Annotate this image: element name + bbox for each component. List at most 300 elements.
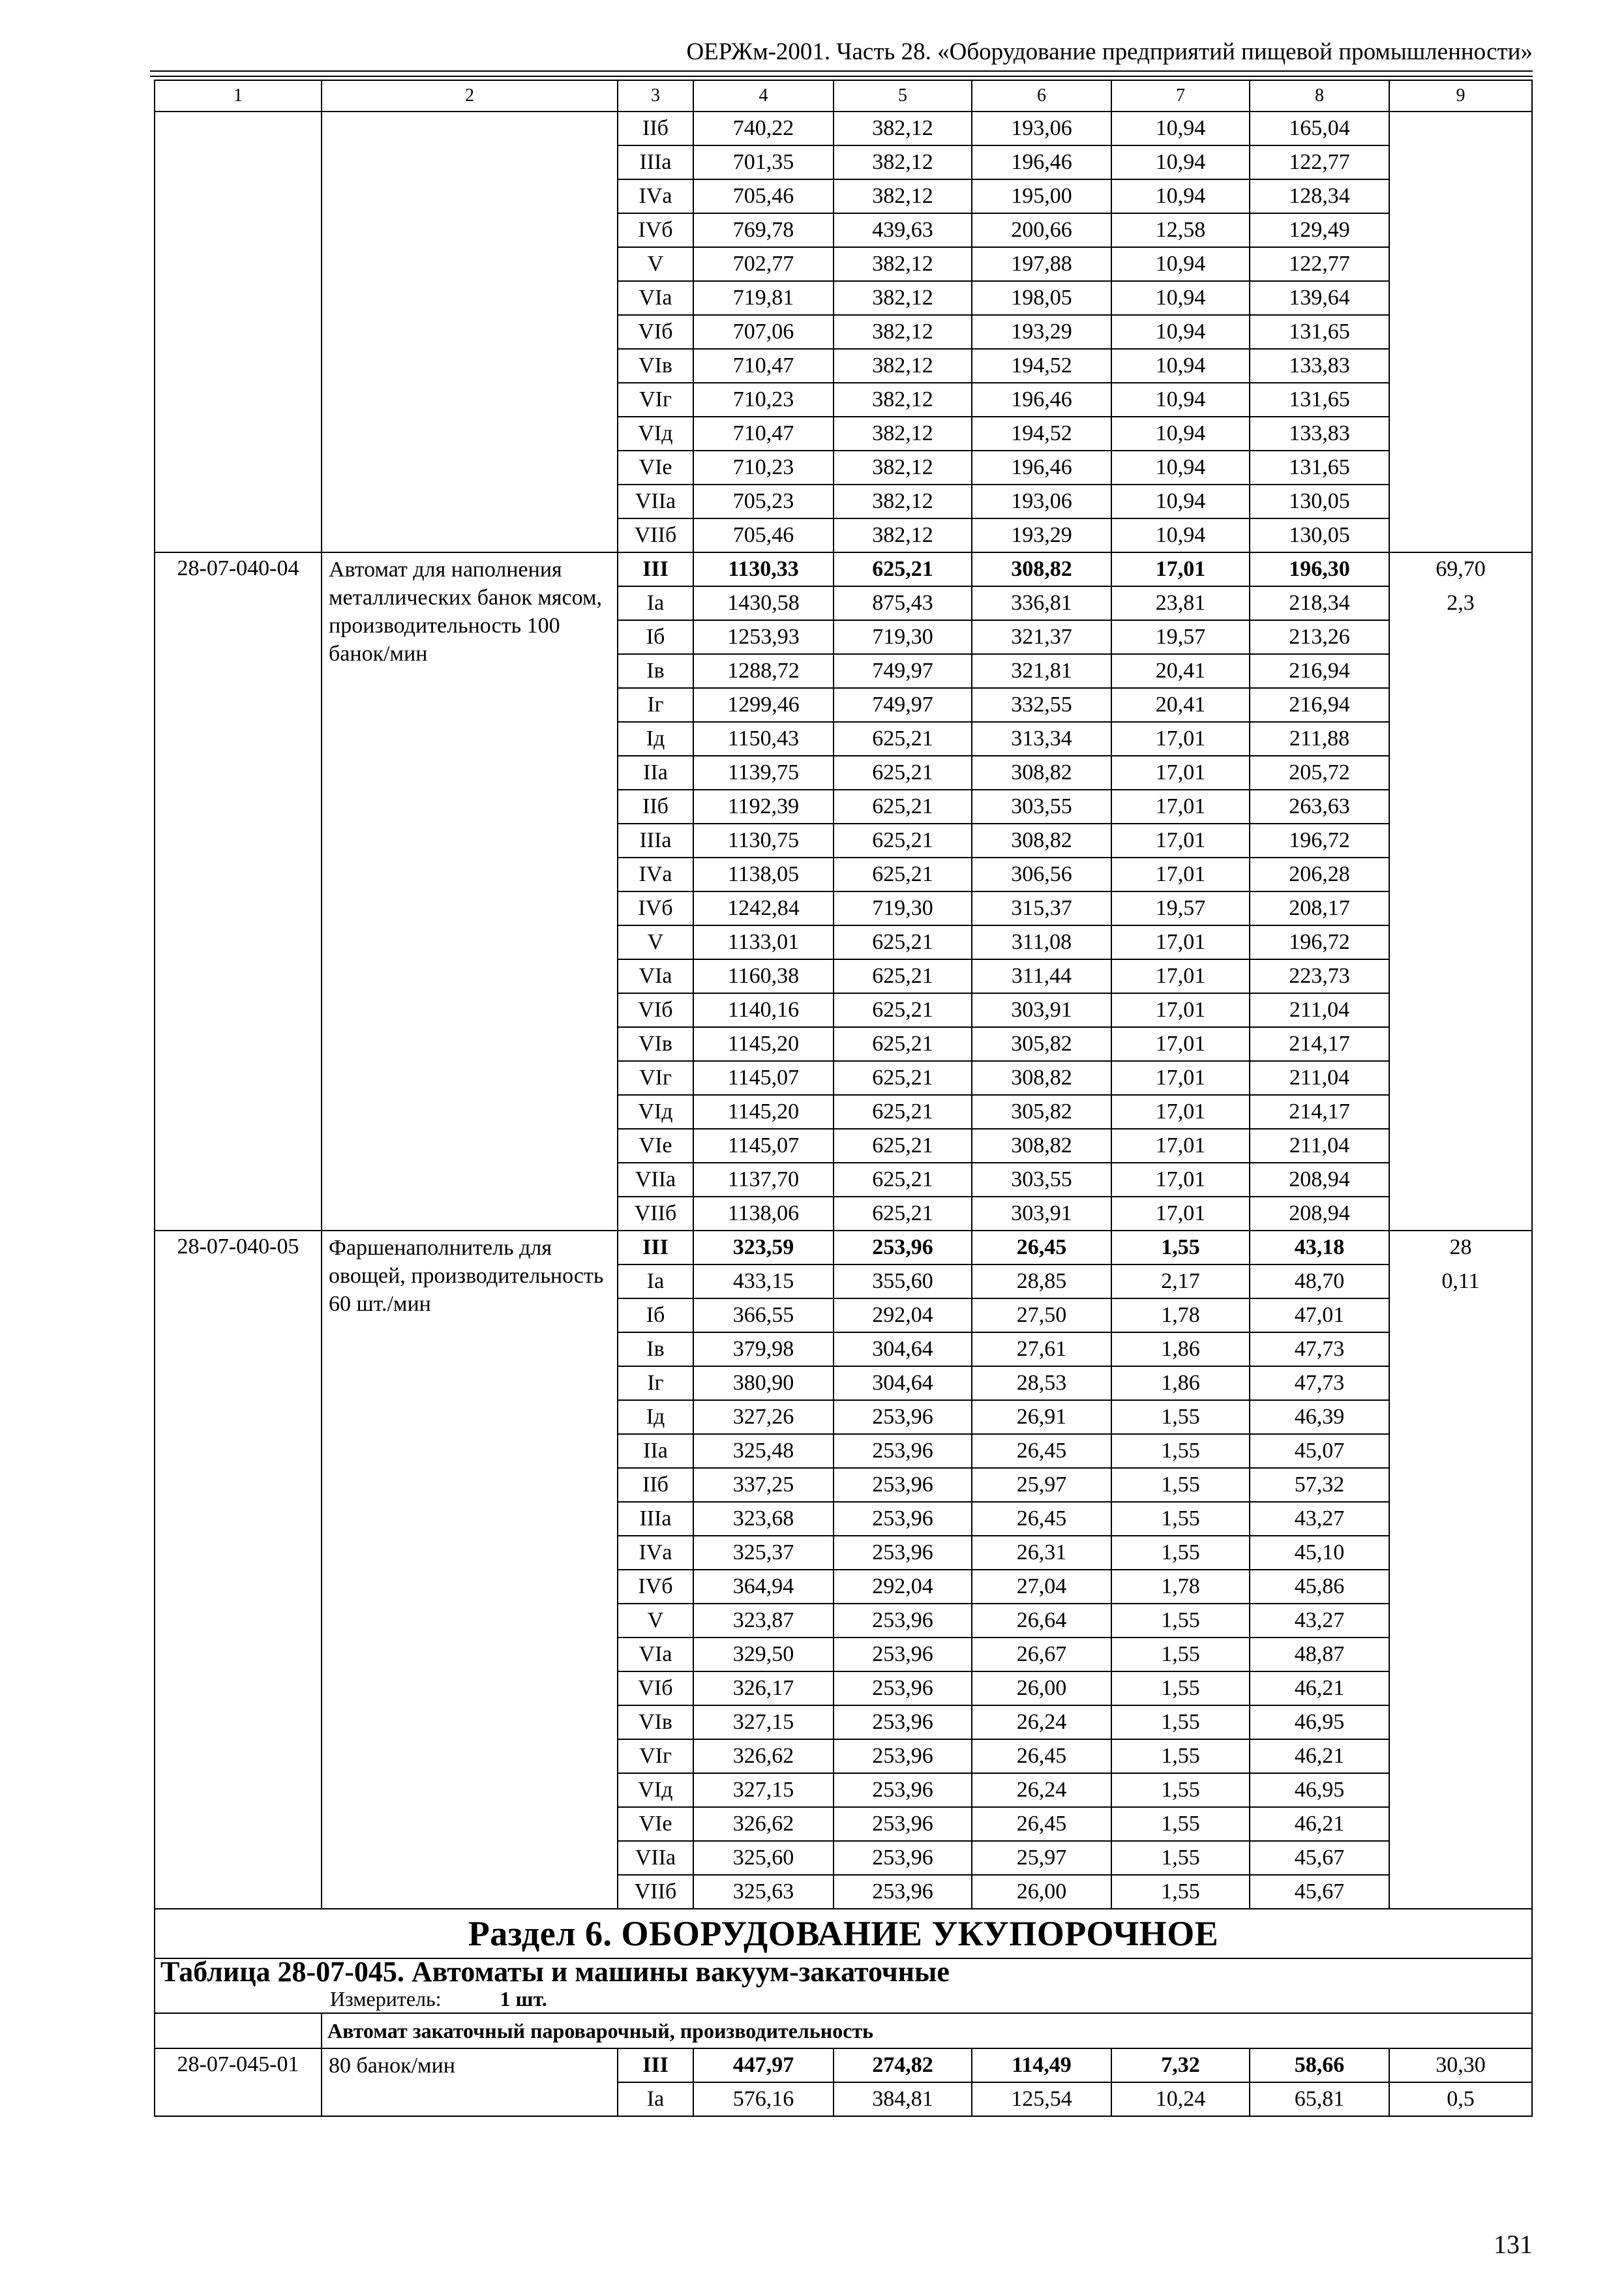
value-cell: 325,63: [693, 1875, 834, 1909]
value-cell: 625,21: [834, 1197, 972, 1231]
value-cell: 10,94: [1111, 349, 1250, 383]
value-cell: 705,46: [693, 179, 834, 213]
group-title-row: [155, 2013, 1532, 2048]
value-cell: 46,21: [1250, 1807, 1389, 1841]
value-cell: 253,96: [834, 1875, 972, 1909]
section-row: [155, 1909, 1532, 1958]
value-cell: 625,21: [834, 1163, 972, 1197]
value-cell: 253,96: [834, 1604, 972, 1638]
value-cell: 1,55: [1111, 1604, 1250, 1638]
value-cell: 304,64: [834, 1332, 972, 1366]
value-cell: 17,01: [1111, 1027, 1250, 1061]
value-cell: 1,55: [1111, 1536, 1250, 1570]
value-cell: 128,34: [1250, 179, 1389, 213]
value-cell: 875,43: [834, 586, 972, 620]
zone-cell: VIIб: [618, 1875, 693, 1909]
value-cell: 194,52: [972, 417, 1111, 451]
zone-cell: VIг: [618, 1739, 693, 1773]
zone-cell: IVа: [618, 179, 693, 213]
value-cell: 705,46: [693, 518, 834, 552]
value-cell: 1,55: [1111, 1739, 1250, 1773]
value-cell: 576,16: [693, 2082, 834, 2116]
value-cell: 253,96: [834, 1638, 972, 1671]
code-cell: 28-07-045-01: [155, 2048, 322, 2116]
zone-cell: III: [618, 552, 693, 586]
value-cell: 10,94: [1111, 451, 1250, 485]
table-title-cell: [155, 1958, 1532, 2013]
column9-value: 28: [1449, 1235, 1472, 1259]
value-cell: 625,21: [834, 1129, 972, 1163]
value-cell: 1,55: [1111, 1400, 1250, 1434]
value-cell: 10,94: [1111, 383, 1250, 417]
value-cell: 253,96: [834, 1841, 972, 1875]
unit-value: 1 шт.: [500, 1987, 547, 2011]
value-cell: 719,30: [834, 620, 972, 654]
value-cell: 26,00: [972, 1671, 1111, 1705]
value-cell: 125,54: [972, 2082, 1111, 2116]
value-cell: 1,86: [1111, 1332, 1250, 1366]
value-cell: 382,12: [834, 417, 972, 451]
zone-cell: VIв: [618, 349, 693, 383]
value-cell: 2,17: [1111, 1264, 1250, 1298]
value-cell: 1137,70: [693, 1163, 834, 1197]
running-header: ОЕРЖм-2001. Часть 28. «Оборудование предприятий пищевой промышленности»: [686, 38, 1533, 65]
zone-cell: IIб: [618, 112, 693, 145]
value-cell: 10,24: [1111, 2082, 1250, 2116]
value-cell: 1145,20: [693, 1027, 834, 1061]
value-cell: 17,01: [1111, 552, 1250, 586]
value-cell: 17,01: [1111, 1129, 1250, 1163]
value-cell: 379,98: [693, 1332, 834, 1366]
value-cell: 26,45: [972, 1739, 1111, 1773]
value-cell: 439,63: [834, 213, 972, 247]
zone-cell: IVб: [618, 213, 693, 247]
value-cell: 211,88: [1250, 722, 1389, 756]
value-cell: 303,91: [972, 1197, 1111, 1231]
value-cell: 19,57: [1111, 620, 1250, 654]
value-cell: 313,34: [972, 722, 1111, 756]
value-cell: 20,41: [1111, 654, 1250, 688]
value-cell: 46,39: [1250, 1400, 1389, 1434]
value-cell: 311,08: [972, 925, 1111, 959]
value-cell: 129,49: [1250, 213, 1389, 247]
column9-cell: [1389, 1231, 1532, 1909]
value-cell: 10,94: [1111, 112, 1250, 145]
unit-label: Измеритель:: [330, 1987, 442, 2011]
value-cell: 28,53: [972, 1366, 1111, 1400]
value-cell: 208,94: [1250, 1163, 1389, 1197]
value-cell: 131,65: [1250, 451, 1389, 485]
value-cell: 749,97: [834, 654, 972, 688]
value-cell: 1130,75: [693, 824, 834, 858]
value-cell: 45,07: [1250, 1434, 1389, 1468]
unit-line: [160, 1985, 1531, 2012]
value-cell: 305,82: [972, 1027, 1111, 1061]
value-cell: 1139,75: [693, 756, 834, 790]
column-header-row: [155, 80, 1532, 112]
value-cell: 26,24: [972, 1705, 1111, 1739]
value-cell: 325,48: [693, 1434, 834, 1468]
value-cell: 329,50: [693, 1638, 834, 1671]
value-cell: 433,15: [693, 1264, 834, 1298]
value-cell: 17,01: [1111, 824, 1250, 858]
value-cell: 382,12: [834, 349, 972, 383]
zone-cell: Iб: [618, 620, 693, 654]
value-cell: 46,95: [1250, 1705, 1389, 1739]
value-cell: 1299,46: [693, 688, 834, 722]
value-cell: 382,12: [834, 383, 972, 417]
value-cell: 625,21: [834, 925, 972, 959]
value-cell: 17,01: [1111, 925, 1250, 959]
value-cell: 1,55: [1111, 1807, 1250, 1841]
value-cell: 130,05: [1250, 485, 1389, 518]
zone-cell: IVб: [618, 891, 693, 925]
value-cell: 45,86: [1250, 1570, 1389, 1604]
value-cell: 292,04: [834, 1570, 972, 1604]
value-cell: 10,94: [1111, 247, 1250, 281]
value-cell: 193,06: [972, 485, 1111, 518]
value-cell: 253,96: [834, 1705, 972, 1739]
value-cell: 705,23: [693, 485, 834, 518]
table-row: [155, 112, 1532, 145]
value-cell: 253,96: [834, 1434, 972, 1468]
column9-value: 0,5: [1389, 2082, 1532, 2116]
value-cell: 214,17: [1250, 1095, 1389, 1129]
zone-cell: Iа: [618, 1264, 693, 1298]
zone-cell: VIг: [618, 1061, 693, 1095]
value-cell: 211,04: [1250, 993, 1389, 1027]
column-header: 2: [322, 80, 618, 112]
value-cell: 27,61: [972, 1332, 1111, 1366]
value-cell: 1,55: [1111, 1773, 1250, 1807]
value-cell: 122,77: [1250, 247, 1389, 281]
zone-cell: IIа: [618, 1434, 693, 1468]
name-cell: Автомат для наполнения металлических банок мясом, производительность 100 банок/мин: [322, 552, 618, 1231]
value-cell: 1288,72: [693, 654, 834, 688]
value-cell: 10,94: [1111, 281, 1250, 315]
value-cell: 1138,05: [693, 858, 834, 891]
value-cell: 382,12: [834, 247, 972, 281]
value-cell: 205,72: [1250, 756, 1389, 790]
value-cell: 58,66: [1250, 2048, 1389, 2082]
value-cell: 311,44: [972, 959, 1111, 993]
value-cell: 45,10: [1250, 1536, 1389, 1570]
zone-cell: VIIб: [618, 518, 693, 552]
zone-cell: VIа: [618, 959, 693, 993]
value-cell: 337,25: [693, 1468, 834, 1502]
value-cell: 306,56: [972, 858, 1111, 891]
name-cell: 80 банок/мин: [322, 2048, 618, 2116]
value-cell: 46,21: [1250, 1671, 1389, 1705]
value-cell: 326,17: [693, 1671, 834, 1705]
value-cell: 308,82: [972, 552, 1111, 586]
value-cell: 1242,84: [693, 891, 834, 925]
value-cell: 710,47: [693, 349, 834, 383]
value-cell: 303,91: [972, 993, 1111, 1027]
value-cell: 193,29: [972, 315, 1111, 349]
zone-cell: III: [618, 2048, 693, 2082]
value-cell: 208,94: [1250, 1197, 1389, 1231]
value-cell: 196,46: [972, 145, 1111, 179]
value-cell: 10,94: [1111, 315, 1250, 349]
value-cell: 707,06: [693, 315, 834, 349]
value-cell: 253,96: [834, 1807, 972, 1841]
value-cell: 719,81: [693, 281, 834, 315]
code-cell: [155, 112, 322, 552]
column-header: 1: [155, 80, 322, 112]
value-cell: 208,17: [1250, 891, 1389, 925]
value-cell: 625,21: [834, 824, 972, 858]
value-cell: 382,12: [834, 179, 972, 213]
value-cell: 1,55: [1111, 1705, 1250, 1739]
zone-cell: Iд: [618, 722, 693, 756]
zone-cell: IVа: [618, 1536, 693, 1570]
code-cell: 28-07-040-05: [155, 1231, 322, 1909]
value-cell: 253,96: [834, 1502, 972, 1536]
zone-cell: IIб: [618, 1468, 693, 1502]
value-cell: 380,90: [693, 1366, 834, 1400]
value-cell: 122,77: [1250, 145, 1389, 179]
zone-cell: IIа: [618, 756, 693, 790]
value-cell: 1,55: [1111, 1638, 1250, 1671]
value-cell: 196,30: [1250, 552, 1389, 586]
value-cell: 10,94: [1111, 179, 1250, 213]
group-title: Автомат закаточный пароварочный, производительность: [322, 2013, 1532, 2048]
value-cell: 216,94: [1250, 654, 1389, 688]
value-cell: 26,31: [972, 1536, 1111, 1570]
value-cell: 355,60: [834, 1264, 972, 1298]
value-cell: 308,82: [972, 1129, 1111, 1163]
value-cell: 194,52: [972, 349, 1111, 383]
column-header: 6: [972, 80, 1111, 112]
value-cell: 216,94: [1250, 688, 1389, 722]
value-cell: 1253,93: [693, 620, 834, 654]
value-cell: 274,82: [834, 2048, 972, 2082]
value-cell: 327,15: [693, 1773, 834, 1807]
zone-cell: VIб: [618, 315, 693, 349]
column9-cell: [1389, 112, 1532, 552]
value-cell: 43,18: [1250, 1231, 1389, 1264]
column9-value: 69,70: [1436, 557, 1486, 581]
zone-cell: Iг: [618, 688, 693, 722]
value-cell: 749,97: [834, 688, 972, 722]
value-cell: 253,96: [834, 1231, 972, 1264]
value-cell: 1138,06: [693, 1197, 834, 1231]
value-cell: 133,83: [1250, 349, 1389, 383]
value-cell: 321,81: [972, 654, 1111, 688]
value-cell: 366,55: [693, 1298, 834, 1332]
value-cell: 1192,39: [693, 790, 834, 824]
value-cell: 1145,20: [693, 1095, 834, 1129]
value-cell: 25,97: [972, 1841, 1111, 1875]
value-cell: 193,29: [972, 518, 1111, 552]
value-cell: 26,45: [972, 1807, 1111, 1841]
value-cell: 28,85: [972, 1264, 1111, 1298]
value-cell: 327,15: [693, 1705, 834, 1739]
value-cell: 1133,01: [693, 925, 834, 959]
value-cell: 197,88: [972, 247, 1111, 281]
value-cell: 47,73: [1250, 1366, 1389, 1400]
value-cell: 1,86: [1111, 1366, 1250, 1400]
value-cell: 253,96: [834, 1536, 972, 1570]
zone-cell: VIг: [618, 383, 693, 417]
value-cell: 382,12: [834, 518, 972, 552]
section-title: Раздел 6. ОБОРУДОВАНИЕ УКУПОРОЧНОЕ: [155, 1909, 1532, 1958]
value-cell: 382,12: [834, 112, 972, 145]
value-cell: 1160,38: [693, 959, 834, 993]
value-cell: 17,01: [1111, 1061, 1250, 1095]
value-cell: 206,28: [1250, 858, 1389, 891]
value-cell: 48,87: [1250, 1638, 1389, 1671]
value-cell: 139,64: [1250, 281, 1389, 315]
value-cell: 701,35: [693, 145, 834, 179]
value-cell: 769,78: [693, 213, 834, 247]
value-cell: 45,67: [1250, 1875, 1389, 1909]
table-title-row: [155, 1958, 1532, 2013]
zone-cell: VIв: [618, 1027, 693, 1061]
value-cell: 1130,33: [693, 552, 834, 586]
value-cell: 625,21: [834, 993, 972, 1027]
value-cell: 26,45: [972, 1502, 1111, 1536]
value-cell: 304,64: [834, 1366, 972, 1400]
zone-cell: VIе: [618, 451, 693, 485]
value-cell: 46,95: [1250, 1773, 1389, 1807]
empty-cell: [155, 2013, 322, 2048]
value-cell: 17,01: [1111, 790, 1250, 824]
zone-cell: VIд: [618, 1095, 693, 1129]
value-cell: 218,34: [1250, 586, 1389, 620]
value-cell: 27,50: [972, 1298, 1111, 1332]
column9-value: 0,11: [1441, 1269, 1480, 1293]
value-cell: 65,81: [1250, 2082, 1389, 2116]
column-header: 4: [693, 80, 834, 112]
zone-cell: VIIб: [618, 1197, 693, 1231]
value-cell: 10,94: [1111, 518, 1250, 552]
value-cell: 1145,07: [693, 1129, 834, 1163]
value-cell: 625,21: [834, 1095, 972, 1129]
value-cell: 1,78: [1111, 1298, 1250, 1332]
value-cell: 326,62: [693, 1739, 834, 1773]
value-cell: 305,82: [972, 1095, 1111, 1129]
value-cell: 702,77: [693, 247, 834, 281]
value-cell: 12,58: [1111, 213, 1250, 247]
value-cell: 211,04: [1250, 1129, 1389, 1163]
zone-cell: Iв: [618, 654, 693, 688]
value-cell: 211,04: [1250, 1061, 1389, 1095]
value-cell: 47,73: [1250, 1332, 1389, 1366]
zone-cell: IIIа: [618, 824, 693, 858]
value-cell: 253,96: [834, 1773, 972, 1807]
header-rule: [150, 70, 1533, 72]
value-cell: 26,67: [972, 1638, 1111, 1671]
value-cell: 10,94: [1111, 417, 1250, 451]
value-cell: 1145,07: [693, 1061, 834, 1095]
value-cell: 1,55: [1111, 1875, 1250, 1909]
table-row: [155, 2048, 1532, 2082]
value-cell: 48,70: [1250, 1264, 1389, 1298]
value-cell: 133,83: [1250, 417, 1389, 451]
zone-cell: IVб: [618, 1570, 693, 1604]
zone-cell: VIа: [618, 281, 693, 315]
column-header: 5: [834, 80, 972, 112]
value-cell: 253,96: [834, 1468, 972, 1502]
name-cell: [322, 112, 618, 552]
value-cell: 253,96: [834, 1739, 972, 1773]
value-cell: 43,27: [1250, 1604, 1389, 1638]
zone-cell: Iд: [618, 1400, 693, 1434]
value-cell: 131,65: [1250, 315, 1389, 349]
value-cell: 382,12: [834, 281, 972, 315]
value-cell: 292,04: [834, 1298, 972, 1332]
value-cell: 326,62: [693, 1807, 834, 1841]
zone-cell: VIб: [618, 993, 693, 1027]
value-cell: 364,94: [693, 1570, 834, 1604]
zone-cell: V: [618, 1604, 693, 1638]
value-cell: 130,05: [1250, 518, 1389, 552]
value-cell: 710,23: [693, 451, 834, 485]
column9-value: 2,3: [1447, 591, 1475, 615]
value-cell: 382,12: [834, 485, 972, 518]
value-cell: 26,45: [972, 1434, 1111, 1468]
value-cell: 625,21: [834, 959, 972, 993]
value-cell: 336,81: [972, 586, 1111, 620]
value-cell: 1,55: [1111, 1841, 1250, 1875]
column9-value: 30,30: [1389, 2048, 1532, 2082]
value-cell: 382,12: [834, 145, 972, 179]
value-cell: 253,96: [834, 1671, 972, 1705]
value-cell: 332,55: [972, 688, 1111, 722]
value-cell: 17,01: [1111, 993, 1250, 1027]
value-cell: 200,66: [972, 213, 1111, 247]
value-cell: 325,60: [693, 1841, 834, 1875]
value-cell: 198,05: [972, 281, 1111, 315]
value-cell: 20,41: [1111, 688, 1250, 722]
value-cell: 25,97: [972, 1468, 1111, 1502]
header-rule: [150, 76, 1533, 77]
value-cell: 1,78: [1111, 1570, 1250, 1604]
value-cell: 303,55: [972, 1163, 1111, 1197]
zone-cell: Iа: [618, 586, 693, 620]
value-cell: 195,00: [972, 179, 1111, 213]
value-cell: 625,21: [834, 1061, 972, 1095]
column-header: 7: [1111, 80, 1250, 112]
code-cell: 28-07-040-04: [155, 552, 322, 1231]
value-cell: 1,55: [1111, 1434, 1250, 1468]
value-cell: 26,64: [972, 1604, 1111, 1638]
value-cell: 1150,43: [693, 722, 834, 756]
value-cell: 45,67: [1250, 1841, 1389, 1875]
name-cell: Фаршенаполнитель для овощей, производительность 60 шт./мин: [322, 1231, 618, 1909]
zone-cell: Iг: [618, 1366, 693, 1400]
value-cell: 196,72: [1250, 925, 1389, 959]
zone-cell: V: [618, 247, 693, 281]
value-cell: 253,96: [834, 1400, 972, 1434]
value-cell: 47,01: [1250, 1298, 1389, 1332]
value-cell: 10,94: [1111, 485, 1250, 518]
value-cell: 165,04: [1250, 112, 1389, 145]
value-cell: 17,01: [1111, 1095, 1250, 1129]
value-cell: 17,01: [1111, 1163, 1250, 1197]
value-cell: 114,49: [972, 2048, 1111, 2082]
value-cell: 1140,16: [693, 993, 834, 1027]
value-cell: 740,22: [693, 112, 834, 145]
zone-cell: Iа: [618, 2082, 693, 2116]
value-cell: 196,46: [972, 383, 1111, 417]
column-header: 9: [1389, 80, 1532, 112]
table-row: [155, 1231, 1532, 1264]
zone-cell: IIб: [618, 790, 693, 824]
value-cell: 26,45: [972, 1231, 1111, 1264]
